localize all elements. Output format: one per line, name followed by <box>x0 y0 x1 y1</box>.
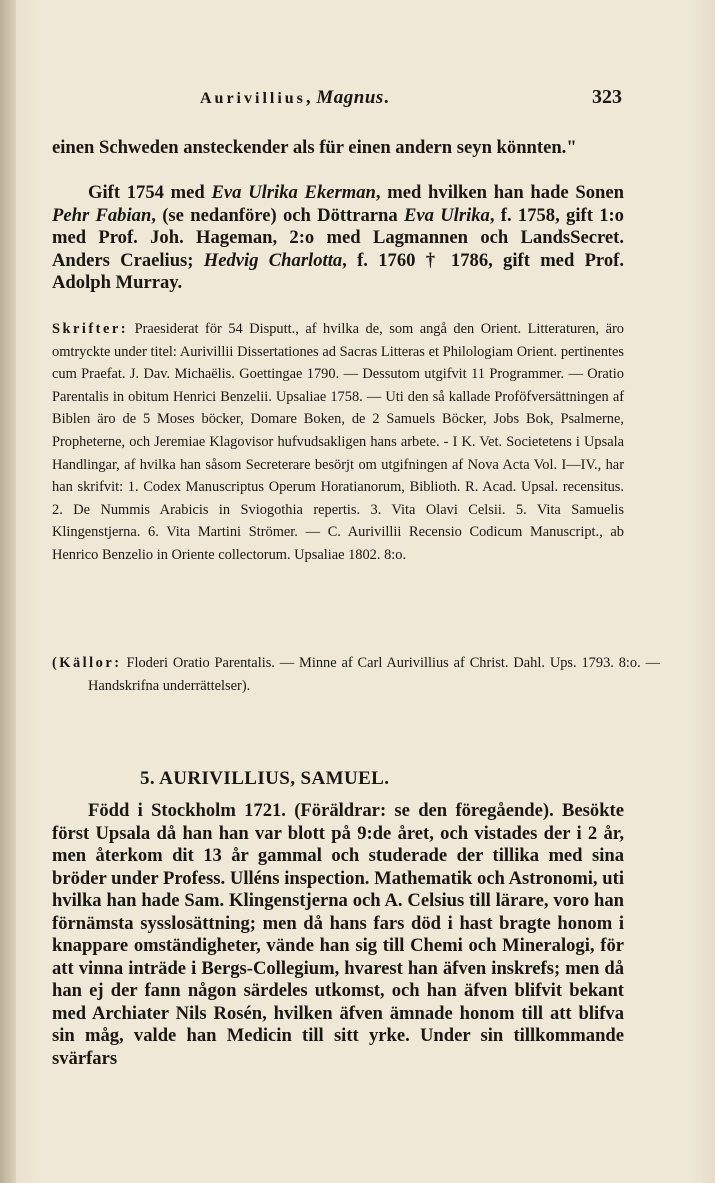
p2-h: Hedvig Charlotta <box>203 249 343 271</box>
p2-g: , f. 1758, gift 1:o med Prof. Joh. Hageman, 2:o med Lagmannen och LandsSecret. Anders Craelius; <box>52 204 624 271</box>
p2-c: , med hvilken han hade Sonen <box>375 182 624 203</box>
section-heading: 5. AURIVILLIUS, SAMUEL. <box>140 768 390 789</box>
writings-paragraph <box>52 318 624 567</box>
p5-text: Född i Stockholm 1721. (Föräldrar: se den föregående). Besökte först Upsala då han han var blott på 9:de året, och vistades der i 2 år, men återkom dit 13 år gammal och studerade der tillika med sina bröder under Profess. Ulléns inspection. Mathematik och Astronomi, uti hvilka han hade Sam. Klingenstjerna och A. Celsius till lärare, voro han förnämsta sysslosättning; men då hans fars död i hast bragte honom i knappare omständigheter, vände han sig till Chemi och Mineralogi, för att vinna inträde i Bergs-Collegium, hvarest han äfven inskrefs; men då han ej der fann någon särdeles utkomst, och han äfven blifvit bekant med Archiater Nils Rosén, hvilken äfven ämnade honom till att blifva sin måg, valde han Medicin till sitt yrke. Under sin tillkommande svärfars <box>52 800 624 1069</box>
binding-gutter <box>0 0 16 1183</box>
running-head-family: Aurivillius <box>200 90 306 107</box>
sources-paragraph <box>52 652 660 697</box>
sources-text: Floderi Oratio Parentalis. — Minne af Carl Aurivillius af Christ. Dahl. Ups. 1793. 8:o. — Handskrifna underrättelser). <box>88 655 660 694</box>
p1-text: einen Schweden ansteckender als für einen andern seyn könnten." <box>52 137 577 158</box>
paragraph-marriage <box>52 182 624 295</box>
page-header <box>200 86 622 116</box>
running-head-given: Magnus <box>316 87 384 108</box>
writings-label: Skrifter: <box>52 321 129 337</box>
paragraph-continuation <box>52 137 624 160</box>
sources-label: (Källor: <box>52 655 122 671</box>
p2-a: Gift 1754 med <box>88 182 212 203</box>
p2-b: Eva Ulrika Ekerman <box>211 182 376 203</box>
p2-f: Eva Ulrika <box>403 204 490 226</box>
p2-i: , f. 1760 † 1786, gift med Prof. Adolph Murray. <box>52 249 624 293</box>
writings-text: Praesiderat för 54 Disputt., af hvilka de, som angå den Orient. Litteraturen, äro omtryckte under titel: Aurivillii Dissertationes ad Sacras Litteras et Philologiam Orient. pertinentes cum Praefat. J. Dav. Michaëlis. Goettingae 1790. — Dessutom utgifvit 11 Programmer. — Oratio Parentalis in obitum Henrici Benzelii. Upsaliae 1758. — Uti den så kallade Proföfversättningen af Biblen äro de 5 Moses böcker, Domare Boken, de 2 Samuels Böcker, Jobs Bok, Psalmerne, Propheterne, och Jeremiae Klagovisor hufvudsakligen hans arbete. - I K. Vet. Societetens i Upsala Handlingar, af hvilka han såsom Secreterare besörjt om utgifningen af Nova Acta Vol. I—IV., har han skrifvit: 1. Codex Manuscriptus Operum Horatianorum, Biblioth. R. Acad. Upsal. recensitus. 2. De Nummis Arabicis in Sviogothia repertis. 3. Vita Olavi Celsii. 5. Vita Samuelis Klingenstjerna. 6. Vita Martini Strömer. — C. Aurivillii Recensio Codicum Manuscript., ab Henrico Benzelio in Oriente collectorum. Upsaliae 1802. 8:o. <box>52 321 624 563</box>
paragraph-biography <box>52 800 624 1070</box>
p2-d: Pehr Fabian <box>52 204 152 226</box>
p2-e: , (se nedanföre) och Döttrarna <box>151 204 404 226</box>
running-head: Aurivillius, Magnus. <box>200 87 390 108</box>
page-number: 323 <box>592 86 622 108</box>
